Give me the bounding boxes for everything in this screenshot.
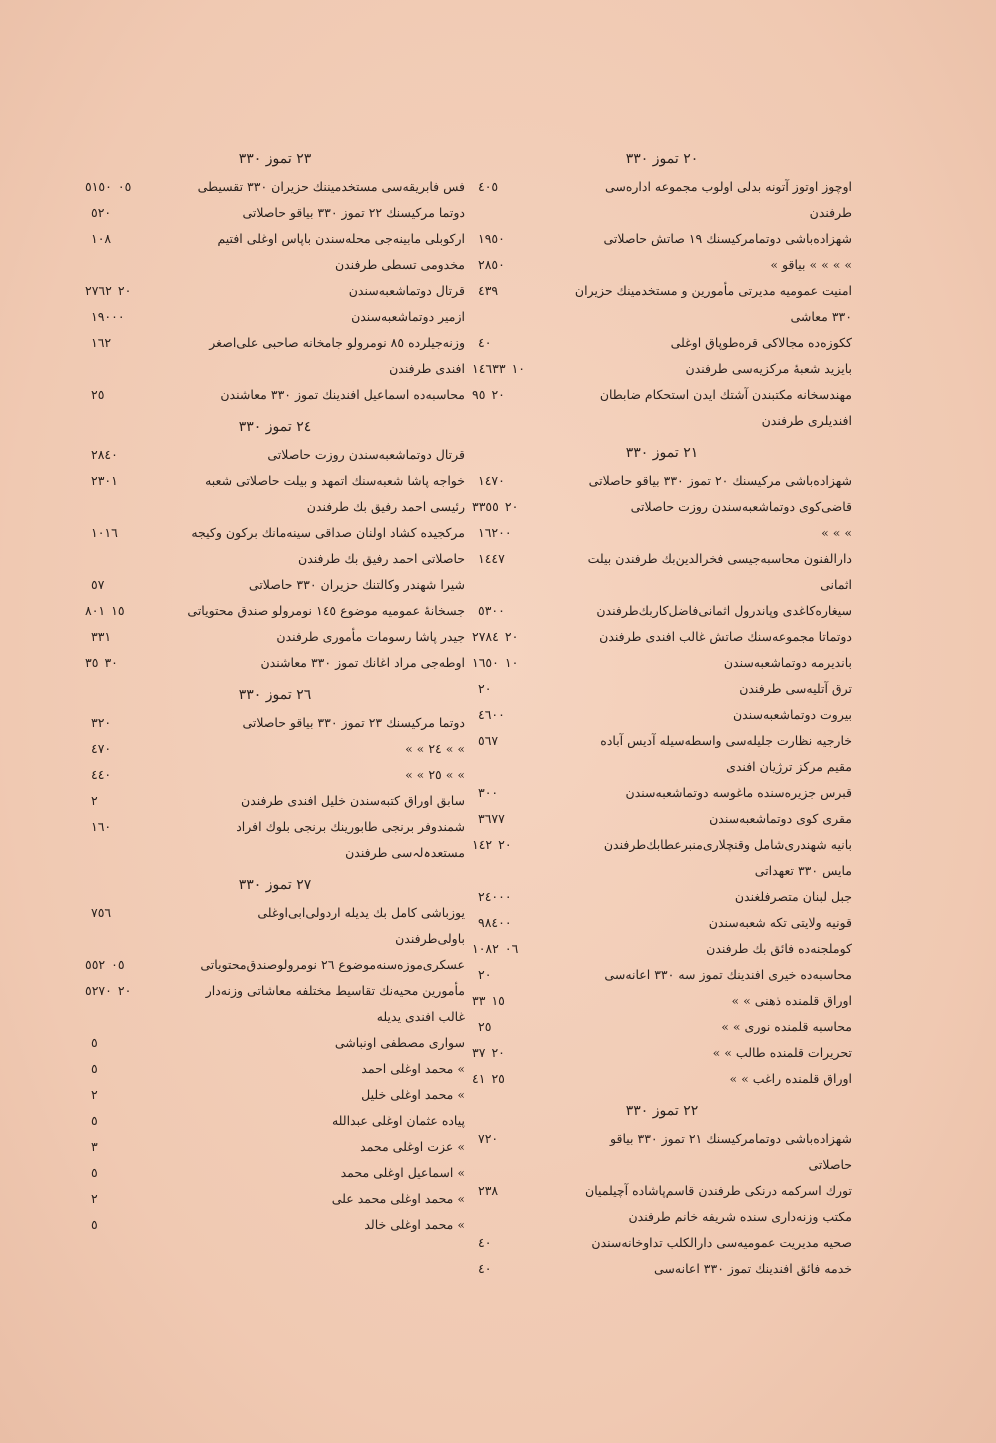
entry-amount (472, 936, 567, 962)
right-column (472, 140, 852, 1282)
entry-description: مهندسخانه مکتبندن آشتك ایدن استحکام ضابطان افندیلری طرفندن (599, 387, 852, 428)
ledger-entry (472, 728, 852, 780)
entry-amount (472, 832, 567, 858)
entry-amount (85, 1056, 180, 1082)
entry-description: » محمد اوغلی احمد (361, 1061, 465, 1076)
amount-piastres: ٥ (91, 1061, 98, 1076)
entry-description: ککوزه‌ده مجالاکی قره‌طوپاق اوغلی (670, 335, 852, 350)
entry-amount (85, 174, 180, 200)
amount-piastres: ٢٧٨٤ (472, 629, 499, 644)
entry-description: دارالفنون محاسبه‌جیسی فخرالدین‌بك طرفندن بیلت اثمانی (587, 551, 852, 592)
ledger-entry (85, 650, 465, 676)
ledger-entry (472, 962, 852, 988)
entry-amount (85, 598, 180, 624)
amount-piastres: ٤٠ (478, 1235, 492, 1250)
ledger-entry (472, 226, 852, 252)
entry-amount (472, 1256, 567, 1282)
amount-piastres: ١٦٢٠٠ (478, 525, 512, 540)
amount-piastres: ٢٧٦٢ (85, 283, 112, 298)
amount-kurus: ٠٥ (117, 179, 132, 194)
entry-amount (472, 1178, 567, 1204)
ledger-entry (472, 1066, 852, 1092)
ledger-entry (85, 952, 465, 978)
entry-amount (85, 468, 180, 494)
ledger-entry (472, 702, 852, 728)
amount-piastres: ٣٣٥٥ (472, 499, 499, 514)
entry-description: شمندوفر برنجی طابورینك برنجی بلوك افراد مستعدہ‌لہ‌سی طرفندن (236, 819, 465, 860)
ledger-entry (472, 278, 852, 330)
ledger-entry (85, 572, 465, 598)
ledger-entry (472, 676, 852, 702)
entry-description: شهزاده‌باشی دوتمامرکیسنك ٢١ تموز ٣٣٠ بیاقو حاصلاتی (610, 1131, 852, 1172)
entry-amount (472, 910, 567, 936)
ledger-entry (85, 814, 465, 866)
entry-description: قونیه ولایتی تکه شعبه‌سندن (708, 915, 852, 930)
ledger-entry (472, 494, 852, 520)
ledger-entry (85, 788, 465, 814)
amount-piastres: ٤٠٥ (478, 179, 499, 194)
ledger-entry (472, 1256, 852, 1282)
entry-amount (472, 1126, 567, 1152)
entry-amount (85, 1030, 180, 1056)
date-heading: ٢٤ تموز ٣٣٠ (238, 419, 312, 435)
ledger-entry (85, 226, 465, 278)
entry-amount (85, 1082, 180, 1108)
entry-amount (472, 252, 567, 278)
amount-piastres: ٨٠١ (85, 603, 106, 618)
entry-description: دوتما مرکیسنك ٢٢ تموز ٣٣٠ بیاقو حاصلاتی (242, 205, 465, 220)
left-column (85, 140, 465, 1238)
entry-description: اوچوز اوتوز آتونه بدلی اولوب مجموعه اداره‌سی طرفندن (604, 179, 852, 220)
ledger-entry (472, 832, 852, 884)
amount-piastres: ١٤٢ (472, 837, 493, 852)
entry-amount (85, 814, 180, 840)
date-heading: ٢١ تموز ٣٣٠ (625, 445, 699, 461)
entry-description: سواری مصطفی اونباشی (334, 1035, 465, 1050)
ledger-entry (472, 1040, 852, 1066)
entry-description: عسکری‌موزه‌سنه‌موضوع ٢٦ نومرولوصندق‌محتویاتی (200, 957, 465, 972)
entry-amount (472, 702, 567, 728)
ledger-entry (85, 1212, 465, 1238)
ledger-entry (85, 710, 465, 736)
entry-description: قرتال دوتماشعبه‌سندن روزت حاصلاتی (267, 447, 465, 462)
entry-description: » محمد اوغلی خلیل (361, 1087, 465, 1102)
amount-piastres: ١٦٥٠ (472, 655, 499, 670)
entry-amount (85, 624, 180, 650)
entry-description: قرتال دوتماشعبه‌سندن (348, 283, 465, 298)
amount-kurus: ٢٠ (504, 499, 519, 514)
ledger-entry (85, 1082, 465, 1108)
amount-piastres: ٤٣٩ (478, 283, 499, 298)
entry-description: » اسماعیل اوغلی محمد (340, 1165, 465, 1180)
entry-description: خارجیه نظارت جلیله‌سی واسطه‌سیله آدیس آباده مقیم مرکز ترژیان افندی (600, 733, 852, 774)
amount-piastres: ٢٠ (478, 967, 492, 982)
entry-amount (472, 1014, 567, 1040)
amount-piastres: ٣٠٠ (478, 785, 499, 800)
ledger-entry (85, 1108, 465, 1134)
entry-amount (85, 900, 180, 926)
amount-piastres: ١٦٠ (91, 819, 112, 834)
amount-piastres: ٣ (91, 1139, 98, 1154)
amount-piastres: ٣٣ (472, 993, 486, 1008)
ledger-entry (472, 520, 852, 546)
entry-amount (85, 572, 180, 598)
entry-description: فس فابریقه‌سی مستخدمیننك حزیران ٣٣٠ تقسیطی (197, 179, 465, 194)
entry-amount (85, 736, 180, 762)
ledger-entry (85, 1160, 465, 1186)
amount-piastres: ٤١ (472, 1071, 486, 1086)
entry-amount (85, 200, 180, 226)
amount-piastres: ١٩٥٠ (478, 231, 505, 246)
entry-description: خواجه پاشا شعبه‌سنك اتمهد و بیلت حاصلاتی شعبه رئیسی احمد رفیق بك طرفندن (205, 473, 465, 514)
entry-amount (472, 330, 567, 356)
entry-description: سابق اوراق کتبه‌سندن خلیل افندی طرفندن (241, 793, 465, 808)
date-heading: ٢٠ تموز ٣٣٠ (625, 151, 699, 167)
entry-amount (472, 780, 567, 806)
entry-amount (85, 382, 180, 408)
entry-amount (472, 382, 567, 408)
entry-description: قاضی‌کوی دوتماشعبه‌سندن روزت حاصلاتی (630, 499, 852, 514)
amount-piastres: ٥٧ (91, 577, 105, 592)
entry-amount (472, 226, 567, 252)
amount-piastres: ٢٣٨ (478, 1183, 499, 1198)
amount-kurus: ٢٥ (491, 1071, 505, 1086)
entry-amount (472, 468, 567, 494)
entry-description: ترق آتلیه‌سی طرفندن (739, 681, 852, 696)
entry-description: اوراق قلمنده راغب » » (729, 1071, 852, 1086)
amount-piastres: ١٦٢ (91, 335, 112, 350)
ledger-entry (85, 382, 465, 408)
amount-piastres: ٥١٥٠ (85, 179, 112, 194)
entry-amount (472, 806, 567, 832)
entry-amount (472, 1040, 567, 1066)
ledger-entry (472, 1014, 852, 1040)
entry-amount (85, 1186, 180, 1212)
entry-description: تحریرات قلمنده طالب » » (712, 1045, 852, 1060)
ledger-entry (472, 624, 852, 650)
amount-piastres: ٣٣١ (91, 629, 112, 644)
amount-piastres: ٥٢٧٠ (85, 983, 112, 998)
amount-piastres: ٤٦٠٠ (478, 707, 505, 722)
ledger-entry (85, 1186, 465, 1212)
entry-amount (85, 1212, 180, 1238)
entry-description: تورك اسرکمه درنکی طرفندن قاسم‌پاشاده آچیلمیان مکتب وزنه‌داری سنده شریفه خانم طرفندن (585, 1183, 852, 1224)
entries-group (472, 1126, 852, 1282)
entry-description: محاسبه قلمنده نوری » » (721, 1019, 852, 1034)
entry-amount (85, 978, 180, 1004)
amount-piastres: ١٤٤٧ (478, 551, 505, 566)
amount-piastres: ٢ (91, 1191, 98, 1206)
amount-piastres: ٢٤٠٠٠ (478, 889, 512, 904)
amount-piastres: ٣٢٠ (91, 715, 112, 730)
entry-amount (472, 988, 567, 1014)
entry-description: مقری کوی دوتماشعبه‌سندن (709, 811, 852, 826)
date-heading: ٢٣ تموز ٣٣٠ (238, 151, 312, 167)
entry-description: جسخانهٔ عمومیه موضوع ١٤٥ نومرولو صندق محتویاتی (187, 603, 465, 618)
entry-amount (85, 650, 180, 676)
amount-kurus: ١٠ (504, 655, 519, 670)
entries-group (472, 174, 852, 434)
entry-amount (472, 278, 567, 304)
ledger-entry (85, 468, 465, 520)
entry-amount (85, 226, 180, 252)
ledger-entry (85, 598, 465, 624)
entry-amount (472, 1230, 567, 1256)
entry-amount (472, 546, 567, 572)
entry-description: امنیت عمومیه مدیرتی مأمورین و مستخدمینك حزیران ٣٣٠ معاشی (574, 283, 852, 324)
amount-piastres: ١٤٦٣٣ (472, 361, 506, 376)
ledger-entry (85, 624, 465, 650)
ledger-entry (85, 174, 465, 200)
entry-description: » » ٢٤ » » (405, 741, 465, 756)
entry-amount (85, 1134, 180, 1160)
ledger-entry (85, 278, 465, 304)
entry-amount (472, 650, 567, 676)
entries-group (85, 710, 465, 866)
entry-amount (472, 884, 567, 910)
ledger-entry (472, 1126, 852, 1178)
amount-piastres: ٣٦٧٧ (478, 811, 505, 826)
ledger-entry (472, 382, 852, 434)
entry-amount (85, 788, 180, 814)
entry-amount (85, 762, 180, 788)
ledger-entry (472, 1230, 852, 1256)
entry-description: خدمه فائق افندینك تموز ٣٣٠ اعانه‌سی (654, 1261, 852, 1276)
amount-piastres: ٤٠ (478, 1261, 492, 1276)
entry-description: محاسبه‌ده خیری افندینك تموز سه ٣٣٠ اعانه‌سی (604, 967, 852, 982)
entry-amount (472, 356, 567, 382)
amount-piastres: ١٤٧٠ (478, 473, 505, 488)
entry-amount (85, 952, 180, 978)
date-heading: ٢٧ تموز ٣٣٠ (238, 877, 312, 893)
entry-amount (472, 728, 567, 754)
entry-amount (472, 598, 567, 624)
amount-piastres: ٩٥ (472, 387, 486, 402)
amount-piastres: ٥ (91, 1035, 98, 1050)
entry-amount (85, 278, 180, 304)
ledger-entry (85, 200, 465, 226)
amount-kurus: ٢٠ (498, 837, 512, 852)
ledger-entry (472, 936, 852, 962)
ledger-entry (85, 736, 465, 762)
amount-kurus: ٠٥ (111, 957, 125, 972)
entry-description: یوزباشی کامل بك یدیله اردولی‌ابی‌اوغلی باولی‌طرفندن (257, 905, 465, 946)
entry-description: بانیه شهندری‌شامل وقنچلاری‌منبرعطابك‌طرفندن مایس ٣٣٠ تعهداتی (603, 837, 852, 878)
entry-description: » » » (821, 525, 852, 540)
amount-piastres: ٧٢٠ (478, 1131, 499, 1146)
ledger-entry (85, 330, 465, 382)
amount-piastres: ٢ (91, 1087, 98, 1102)
ledger-entry (85, 442, 465, 468)
entry-description: جبل لبنان متصرفلغندن (734, 889, 852, 904)
amount-kurus: ٢٠ (117, 983, 132, 998)
entry-description: » » ٢٥ » » (405, 767, 465, 782)
entry-description: وزنه‌جیلرده ٨٥ نومرولو جامخانه صاحبی علی‌اصغر افندی طرفندن (209, 335, 465, 376)
entry-amount (85, 442, 180, 468)
ledger-entry (85, 1030, 465, 1056)
entry-description: دوتما مرکیسنك ٢٣ تموز ٣٣٠ بیاقو حاصلاتی (242, 715, 465, 730)
amount-piastres: ٥٥٢ (85, 957, 106, 972)
ledger-entry (472, 468, 852, 494)
amount-kurus: ٣٠ (104, 655, 118, 670)
ledger-entry (472, 356, 852, 382)
entry-amount (472, 1066, 567, 1092)
amount-piastres: ٤٧٠ (91, 741, 112, 756)
entry-description: جیدر پاشا رسومات مأموری طرفندن (276, 629, 465, 644)
entry-description: محاسبه‌ده اسماعیل افندینك تموز ٣٣٠ معاشندن (220, 387, 465, 402)
entry-amount (85, 520, 180, 546)
entry-description: باندیرمه دوتماشعبه‌سندن (723, 655, 852, 670)
entry-amount (472, 962, 567, 988)
amount-piastres: ٤٤٠ (91, 767, 112, 782)
entry-amount (472, 520, 567, 546)
amount-kurus: ١٥ (111, 603, 125, 618)
amount-kurus: ٠٦ (504, 941, 519, 956)
entry-description: » » » » بياقو » (770, 257, 852, 272)
amount-piastres: ٢ (91, 793, 98, 808)
ledger-entry (85, 1134, 465, 1160)
entry-amount (472, 676, 567, 702)
amount-kurus: ٢٠ (117, 283, 132, 298)
amount-kurus: ١٠ (511, 361, 526, 376)
entry-description: اوطه‌جی مراد اغانك تموز ٣٣٠ معاشندن (260, 655, 465, 670)
entry-description: کوملجنه‌ده فائق بك طرفندن (706, 941, 852, 956)
entries-group (85, 174, 465, 408)
entry-amount (472, 494, 567, 520)
entry-description: بیروت دوتماشعبه‌سندن (732, 707, 852, 722)
entry-amount (472, 624, 567, 650)
ledger-entry (85, 978, 465, 1030)
amount-piastres: ٢٨٤٠ (91, 447, 118, 462)
entry-description: اوراق قلمنده ذهنی » » (731, 993, 852, 1008)
date-heading: ٢٢ تموز ٣٣٠ (625, 1103, 699, 1119)
amount-piastres: ٤٠ (478, 335, 492, 350)
amount-piastres: ٧٥٦ (91, 905, 112, 920)
entry-description: شهزاده‌باشی مرکیسنك ٢٠ تموز ٣٣٠ بیاقو حاصلاتی (588, 473, 852, 488)
entry-description: ازمیر دوتماشعبه‌سندن (351, 309, 465, 324)
entry-description: شیرا شهندر وکالتنك حزیران ٣٣٠ حاصلاتی (248, 577, 465, 592)
entry-description: مأمورین محیه‌نك تقاسیط مختلفه معاشاتی وزنه‌دار غالب افندی یدیله (205, 983, 465, 1024)
entry-description: ارکوبلی مابینه‌جی محله‌سندن باپاس اوغلی افتیم مخدومی تسطی طرفندن (217, 231, 465, 272)
amount-piastres: ٥٦٧ (478, 733, 499, 748)
amount-piastres: ٥٣٠٠ (478, 603, 505, 618)
ledger-entry (472, 330, 852, 356)
amount-piastres: ١٠١٦ (91, 525, 118, 540)
entry-amount (85, 710, 180, 736)
amount-piastres: ٣٧ (472, 1045, 486, 1060)
entry-amount (85, 1108, 180, 1134)
amount-piastres: ١٩٠٠٠ (91, 309, 125, 324)
entry-description: شهزاده‌باشی دوتمامرکیسنك ١٩ صاتش حاصلاتی (603, 231, 852, 246)
entries-group (85, 442, 465, 676)
entry-description: دوتماتا مجموعه‌سنك صاتش غالب افندی طرفندن (599, 629, 852, 644)
entry-description: پیاده عثمان اوغلی عبدالله (331, 1113, 465, 1128)
amount-piastres: ٢٥ (91, 387, 105, 402)
date-heading: ٢٦ تموز ٣٣٠ (238, 687, 312, 703)
amount-piastres: ٣٥ (85, 655, 99, 670)
entry-description: » عزت اوغلی محمد (360, 1139, 465, 1154)
amount-piastres: ١٠٨٢ (472, 941, 499, 956)
entry-description: » محمد اوغلی محمد علی (331, 1191, 465, 1206)
amount-piastres: ٢٠ (478, 681, 492, 696)
ledger-entry (85, 1056, 465, 1082)
ledger-entry (472, 546, 852, 598)
entry-description: بایزید شعبهٔ مرکزیه‌سی طرفندن (685, 361, 852, 376)
amount-kurus: ٢٠ (504, 629, 519, 644)
entry-amount (85, 1160, 180, 1186)
amount-kurus: ٢٠ (491, 387, 505, 402)
ledger-entry (85, 304, 465, 330)
amount-piastres: ٥ (91, 1217, 98, 1232)
amount-piastres: ٢٣٠١ (91, 473, 118, 488)
ledger-entry (472, 174, 852, 226)
entry-amount (85, 304, 180, 330)
entry-amount (472, 174, 567, 200)
ledger-entry (472, 910, 852, 936)
ledger-entry (472, 650, 852, 676)
amount-piastres: ١٠٨ (91, 231, 112, 246)
ledger-entry (472, 252, 852, 278)
ledger-entry (472, 598, 852, 624)
entries-group (85, 900, 465, 1238)
amount-piastres: ٥٢٠ (91, 205, 112, 220)
ledger-entry (85, 900, 465, 952)
ledger-entry (472, 988, 852, 1014)
ledger-entry (472, 884, 852, 910)
entry-description: قبرس جزیره‌سنده ماغوسه دوتماشعبه‌سندن (625, 785, 852, 800)
amount-kurus: ١٥ (491, 993, 505, 1008)
ledger-entry (85, 520, 465, 572)
amount-piastres: ٢٨٥٠ (478, 257, 505, 272)
amount-piastres: ٩٨٤٠٠ (478, 915, 512, 930)
entry-description: » محمد اوغلی خالد (364, 1217, 465, 1232)
ledger-entry (472, 1178, 852, 1230)
ledger-entry (472, 806, 852, 832)
entry-description: مرکجیده کشاد اولنان صداقی سینه‌مانك برکون وکیجه حاصلاتی احمد رفیق بك طرفندن (191, 525, 465, 566)
entry-description: صحیه مدیریت عمومیه‌سی دارالکلب تداوخانه‌سندن (591, 1235, 852, 1250)
amount-piastres: ٥ (91, 1113, 98, 1128)
ledger-entry (85, 762, 465, 788)
amount-piastres: ٢٥ (478, 1019, 492, 1034)
entry-description: سیغاره‌كاغدی وپاندرول اثمانی‌فاضل‌كاربك‌طرفندن (596, 603, 852, 618)
entries-group (472, 468, 852, 1092)
amount-piastres: ٥ (91, 1165, 98, 1180)
entry-amount (85, 330, 180, 356)
ledger-entry (472, 780, 852, 806)
amount-kurus: ٢٠ (491, 1045, 505, 1060)
